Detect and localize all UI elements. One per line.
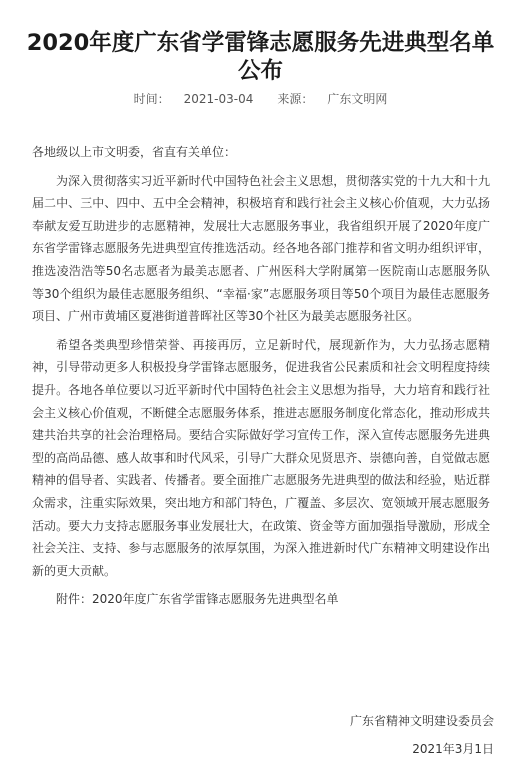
signature-date: 2021年3月1日 bbox=[412, 742, 494, 756]
article-body bbox=[32, 141, 490, 611]
signature-organization: 广东省精神文明建设委员会 bbox=[349, 714, 494, 728]
salutation: 各地级以上市文明委，省直有关单位： bbox=[32, 145, 237, 159]
paragraph-2: 希望各类典型珍惜荣誉、再接再厉，立足新时代，展现新作为，大力弘扬志愿精神，引导带动更多人积极投身学雷锋志愿服务，促进我省公民素质和社会文明程度持续提升。各地各单位要以习近平新时代中国特色社会主义思想为指导，大力培育和践行社会主义核心价值观，不断健全志愿服务体系，推进志愿服务制度化常态化，推动形成共建共治共享的社会治理格局。要结合实际做好学习宣传工作，深入宣传志愿服务先进典型的高尚品德、感人故事和时代风采，引导广大群众见贤思齐、崇德向善，自觉做志愿精神的倡导者、实践者、传播者。要全面推广志愿服务先进典型的做法和经验，贴近群众需求，注重实际效果，突出地方和部门特色，广覆盖、多层次、宽领域开展志愿服务活动。要大力支持志愿服务事业发展壮大，在政策、资金等方面加强指导激励，形成全社会关注、支持、参与志愿服务的浓厚氛围，为深入推进新时代广东精神文明建设作出新的更大贡献。 bbox=[32, 337, 490, 578]
time-label: 时间： bbox=[133, 92, 170, 106]
attachment-note: 附件：2020年度广东省学雷锋志愿服务先进典型名单 bbox=[56, 592, 339, 607]
article-source bbox=[277, 91, 387, 107]
article-meta bbox=[0, 91, 521, 107]
article-title: 2020年度广东省学雷锋志愿服务先进典型名单公布 bbox=[26, 30, 495, 84]
paragraph-1: 为深入贯彻落实习近平新时代中国特色社会主义思想，贯彻落实党的十九大和十九届二中、三中、四中、五中全会精神，积极培育和践行社会主义核心价值观，大力弘扬奉献友爱互助进步的志愿精神，发展壮大志愿服务事业，我省组织开展了2020年度广东省学雷锋志愿服务先进典型宣传推选活动。经各地各部门推荐和省文明办组织评审，推选凌浩浩等50名志愿者为最美志愿者、广州医科大学附属第一医院南山志愿服务队等30个组织为最佳志愿服务组织、“幸福·家”志愿服务项目等50个项目为最佳志愿服务项目、广州市黄埔区夏港街道普晖社区等30个社区为最美志愿服务社区。 bbox=[32, 173, 490, 324]
time-value: 2021-03-04 bbox=[183, 92, 254, 106]
publish-time bbox=[134, 91, 254, 107]
source-value: 广东文明网 bbox=[327, 92, 388, 106]
source-label: 来源： bbox=[277, 92, 314, 106]
